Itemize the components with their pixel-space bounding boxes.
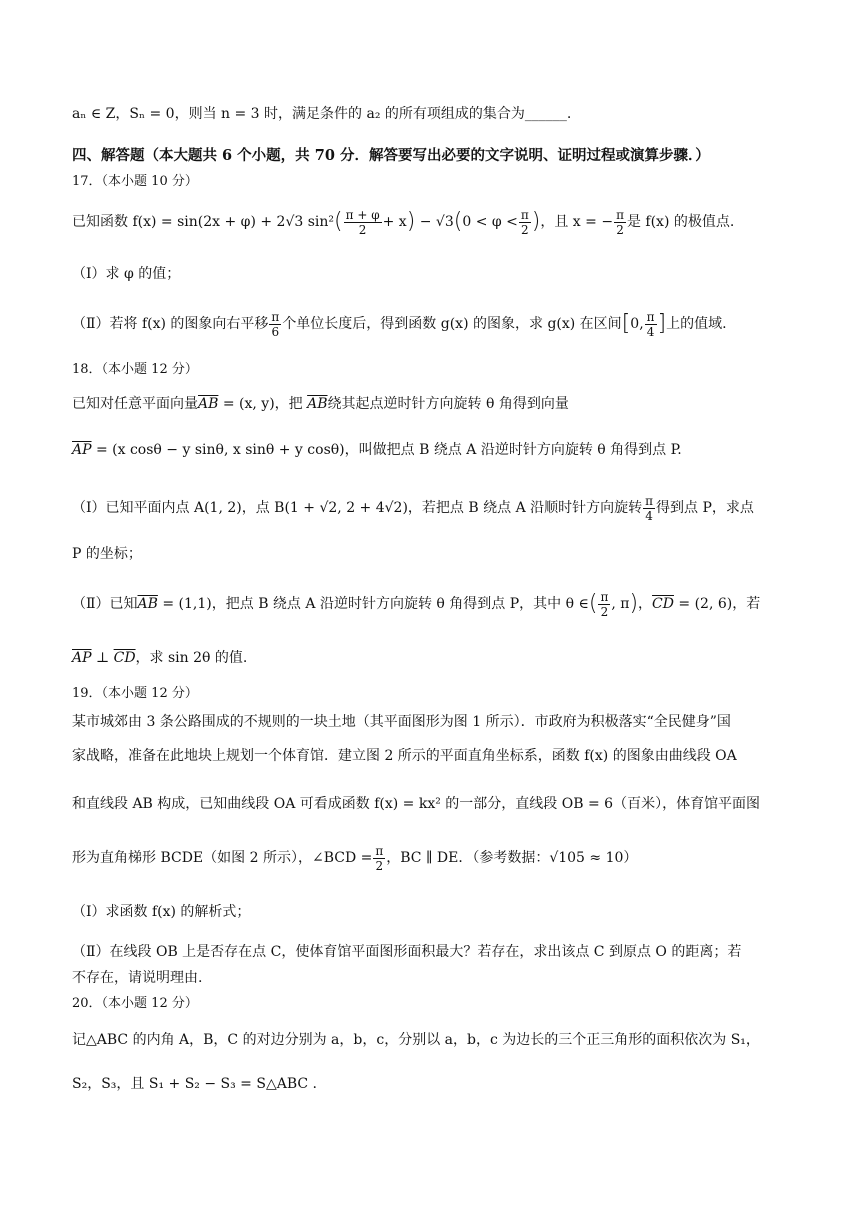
q19-header: 19．（本小题 12 分） [72,686,198,701]
q18-part1-cont: P 的坐标； [72,546,142,562]
q19-part2-line1: （Ⅱ）在线段 OB 上是否存在点 C，使体育馆平面图形面积最大？若存在，求出该点 C 到原点 O 的距离；若 [72,944,742,960]
q18-line2: $\overline{AP} = (x$ cosθ − y sinθ, x sinθ + y cosθ)，叫做把点 B 绕点 A 沿逆时针方向旋转 θ 角得到点 P. [72,442,682,458]
q19-line4: 形为直角梯形 BCDE（如图 2 所示），∠BCD = $\frac{\pi}{2}$ ，BC ∥ DE．（参考数据：√105 ≈ 10） [72,843,638,873]
q20-line1: 记△ABC 的内角 A，B，C 的对边分别为 a，b，c，分别以 a，b，c 为边长的三个正三角形的面积依次为 S₁， [72,1032,760,1048]
q17-part1: （Ⅰ）求 φ 的值； [72,266,181,282]
q17-part2: （Ⅱ）若将 f(x) 的图象向右平移 $\frac{\pi}{6}$ 个单位长度后，得到函数 g(x) 的图象，求 g(x) 在区间[0, $\frac{\pi}{4}$ ]上的值域. [72,309,727,339]
continued-problem-line: aₙ ∈ Z，Sₙ = 0，则当 n = 3 时，满足条件的 a₂ 的所有项组成的集合为______. [72,106,572,122]
q20-line2: S₂，S₃，且 S₁ + S₂ − S₃ = S△ABC . [72,1076,317,1092]
q19-line3: 和直线段 AB 构成，已知曲线段 OA 可看成函数 f(x) = kx² 的一部分，直线段 OB = 6（百米），体育馆平面图 [72,796,761,812]
q19-line1: 某市城郊由 3 条公路围成的不规则的一块土地（其平面图形为图 1 所示）．市政府为积极落实“全民健身”国 [72,714,731,730]
q17-stem-fraction: $\frac{\pi + \varphi}{2}$ [345,207,380,237]
q20-header: 20．（本小题 12 分） [72,996,198,1011]
q17-stem: 已知函数 f(x) = sin(2x + φ) + 2√3 sin²( $\frac{\pi + \varphi}{2}$ + x) − √3(0 < φ < $\frac{\pi}{2}$ )，且 x = − $\frac{\pi}{2}$ 是 f(x) 的极值点. [72,207,735,237]
q18-part2-cont: $\overline{AP}$ ⊥ $\overline{CD}$，求 sin 2θ 的值. [72,650,248,666]
q18-line1: 已知对任意平面向量$\overline{AB} = (x$, y)，把 $\overline{AB}$绕其起点逆时针方向旋转 θ 角得到向量 [72,396,569,412]
q18-part2: （Ⅱ）已知$\overline{AB} = (1,1)$，把点 B 绕点 A 沿逆时针方向旋转 θ 角得到点 P，其中 θ ∈( $\frac{\pi}{2}$ , π)，$\overline{CD} = (2$, 6)，若 [72,589,761,619]
q19-line2: 家战略，准备在此地块上规划一个体育馆．建立图 2 所示的平面直角坐标系，函数 f(x) 的图象由曲线段 OA [72,748,737,764]
q18-part1: （Ⅰ）已知平面内点 A(1, 2)，点 B(1 + √2, 2 + 4√2)，若把点 B 绕点 A 沿顺时针方向旋转 $\frac{\pi}{4}$ 得到点 P，求点 [72,493,754,523]
section-title: 四、解答题（本大题共 6 个小题，共 70 分．解答要写出必要的文字说明、证明过程或演算步骤．） [72,147,710,164]
q17-header: 17．（本小题 10 分） [72,174,198,189]
q19-part2-line2: 不存在，请说明理由. [72,970,203,986]
q18-header: 18．（本小题 12 分） [72,362,198,377]
q19-part1: （Ⅰ）求函数 f(x) 的解析式； [72,904,251,920]
